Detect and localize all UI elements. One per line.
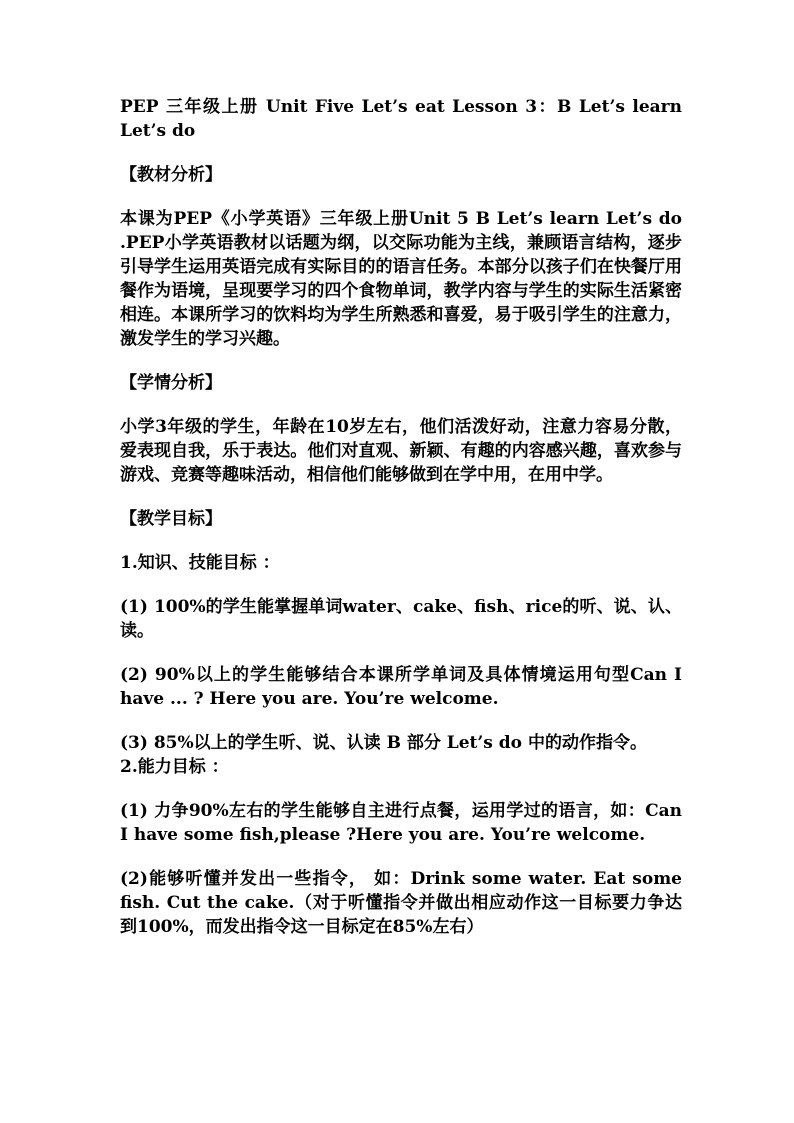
goal-item-1: (1) 100%的学生能掌握单词water、cake、fish、rice的听、说、认、读。 <box>120 597 682 641</box>
knowledge-skill-goals-heading: 1.知识、技能目标 ： <box>120 553 280 573</box>
goal-item-2: (2) 90%以上的学生能够结合本课所学单词及具体情境运用句型Can I have ... ? Here you are. You’re welcome. <box>120 665 682 709</box>
heading-teaching-goals: 【教学目标】 <box>120 509 222 529</box>
paragraph-student-analysis: 小学3年级的学生，年龄在10岁左右，他们活泼好动，注意力容易分散，爱表现自我，乐于表达。他们对直观、新颖、有趣的内容感兴趣，喜欢参与游戏、竞赛等趣味活动，相信他们能够做到在学中用，在用中学。 <box>120 417 682 485</box>
document-content <box>120 95 682 959</box>
document-title: PEP 三年级上册 Unit Five Let’s eat Lesson 3：B Let’s learn Let’s do <box>120 97 682 141</box>
ability-goal-item-2: (2)能够听懂并发出一些指令， 如：Drink some water. Eat some fish. Cut the cake.（对于听懂指令并做出相应动作这一目标要力争达到100%，而发出指令这一目标定在85%左右） <box>120 869 682 937</box>
paragraph-material-analysis: 本课为PEP《小学英语》三年级上册Unit 5 B Let’s learn Let’s do .PEP小学英语教材以话题为纲，以交际功能为主线，兼顾语言结构，逐步引导学生运用英语完成有实际目的的语言任务。本部分以孩子们在快餐厅用餐作为语境，呈现要学习的四个食物单词，教学内容与学生的实际生活紧密相连。本课所学习的饮料均为学生所熟悉和喜爱，易于吸引学生的注意力，激发学生的学习兴趣。 <box>120 209 682 349</box>
ability-goal-item-1: (1) 力争90%左右的学生能够自主进行点餐，运用学过的语言，如：Can I have some fish,please ?Here you are. You’re welcome. <box>120 801 682 845</box>
ability-goals-heading: 2.能力目标 ： <box>120 757 229 777</box>
heading-material-analysis: 【教材分析】 <box>120 165 222 185</box>
goal-item-3: (3) 85%以上的学生听、说、认读 B 部分 Let’s do 中的动作指令。 <box>120 733 647 753</box>
heading-student-analysis: 【学情分析】 <box>120 373 222 393</box>
